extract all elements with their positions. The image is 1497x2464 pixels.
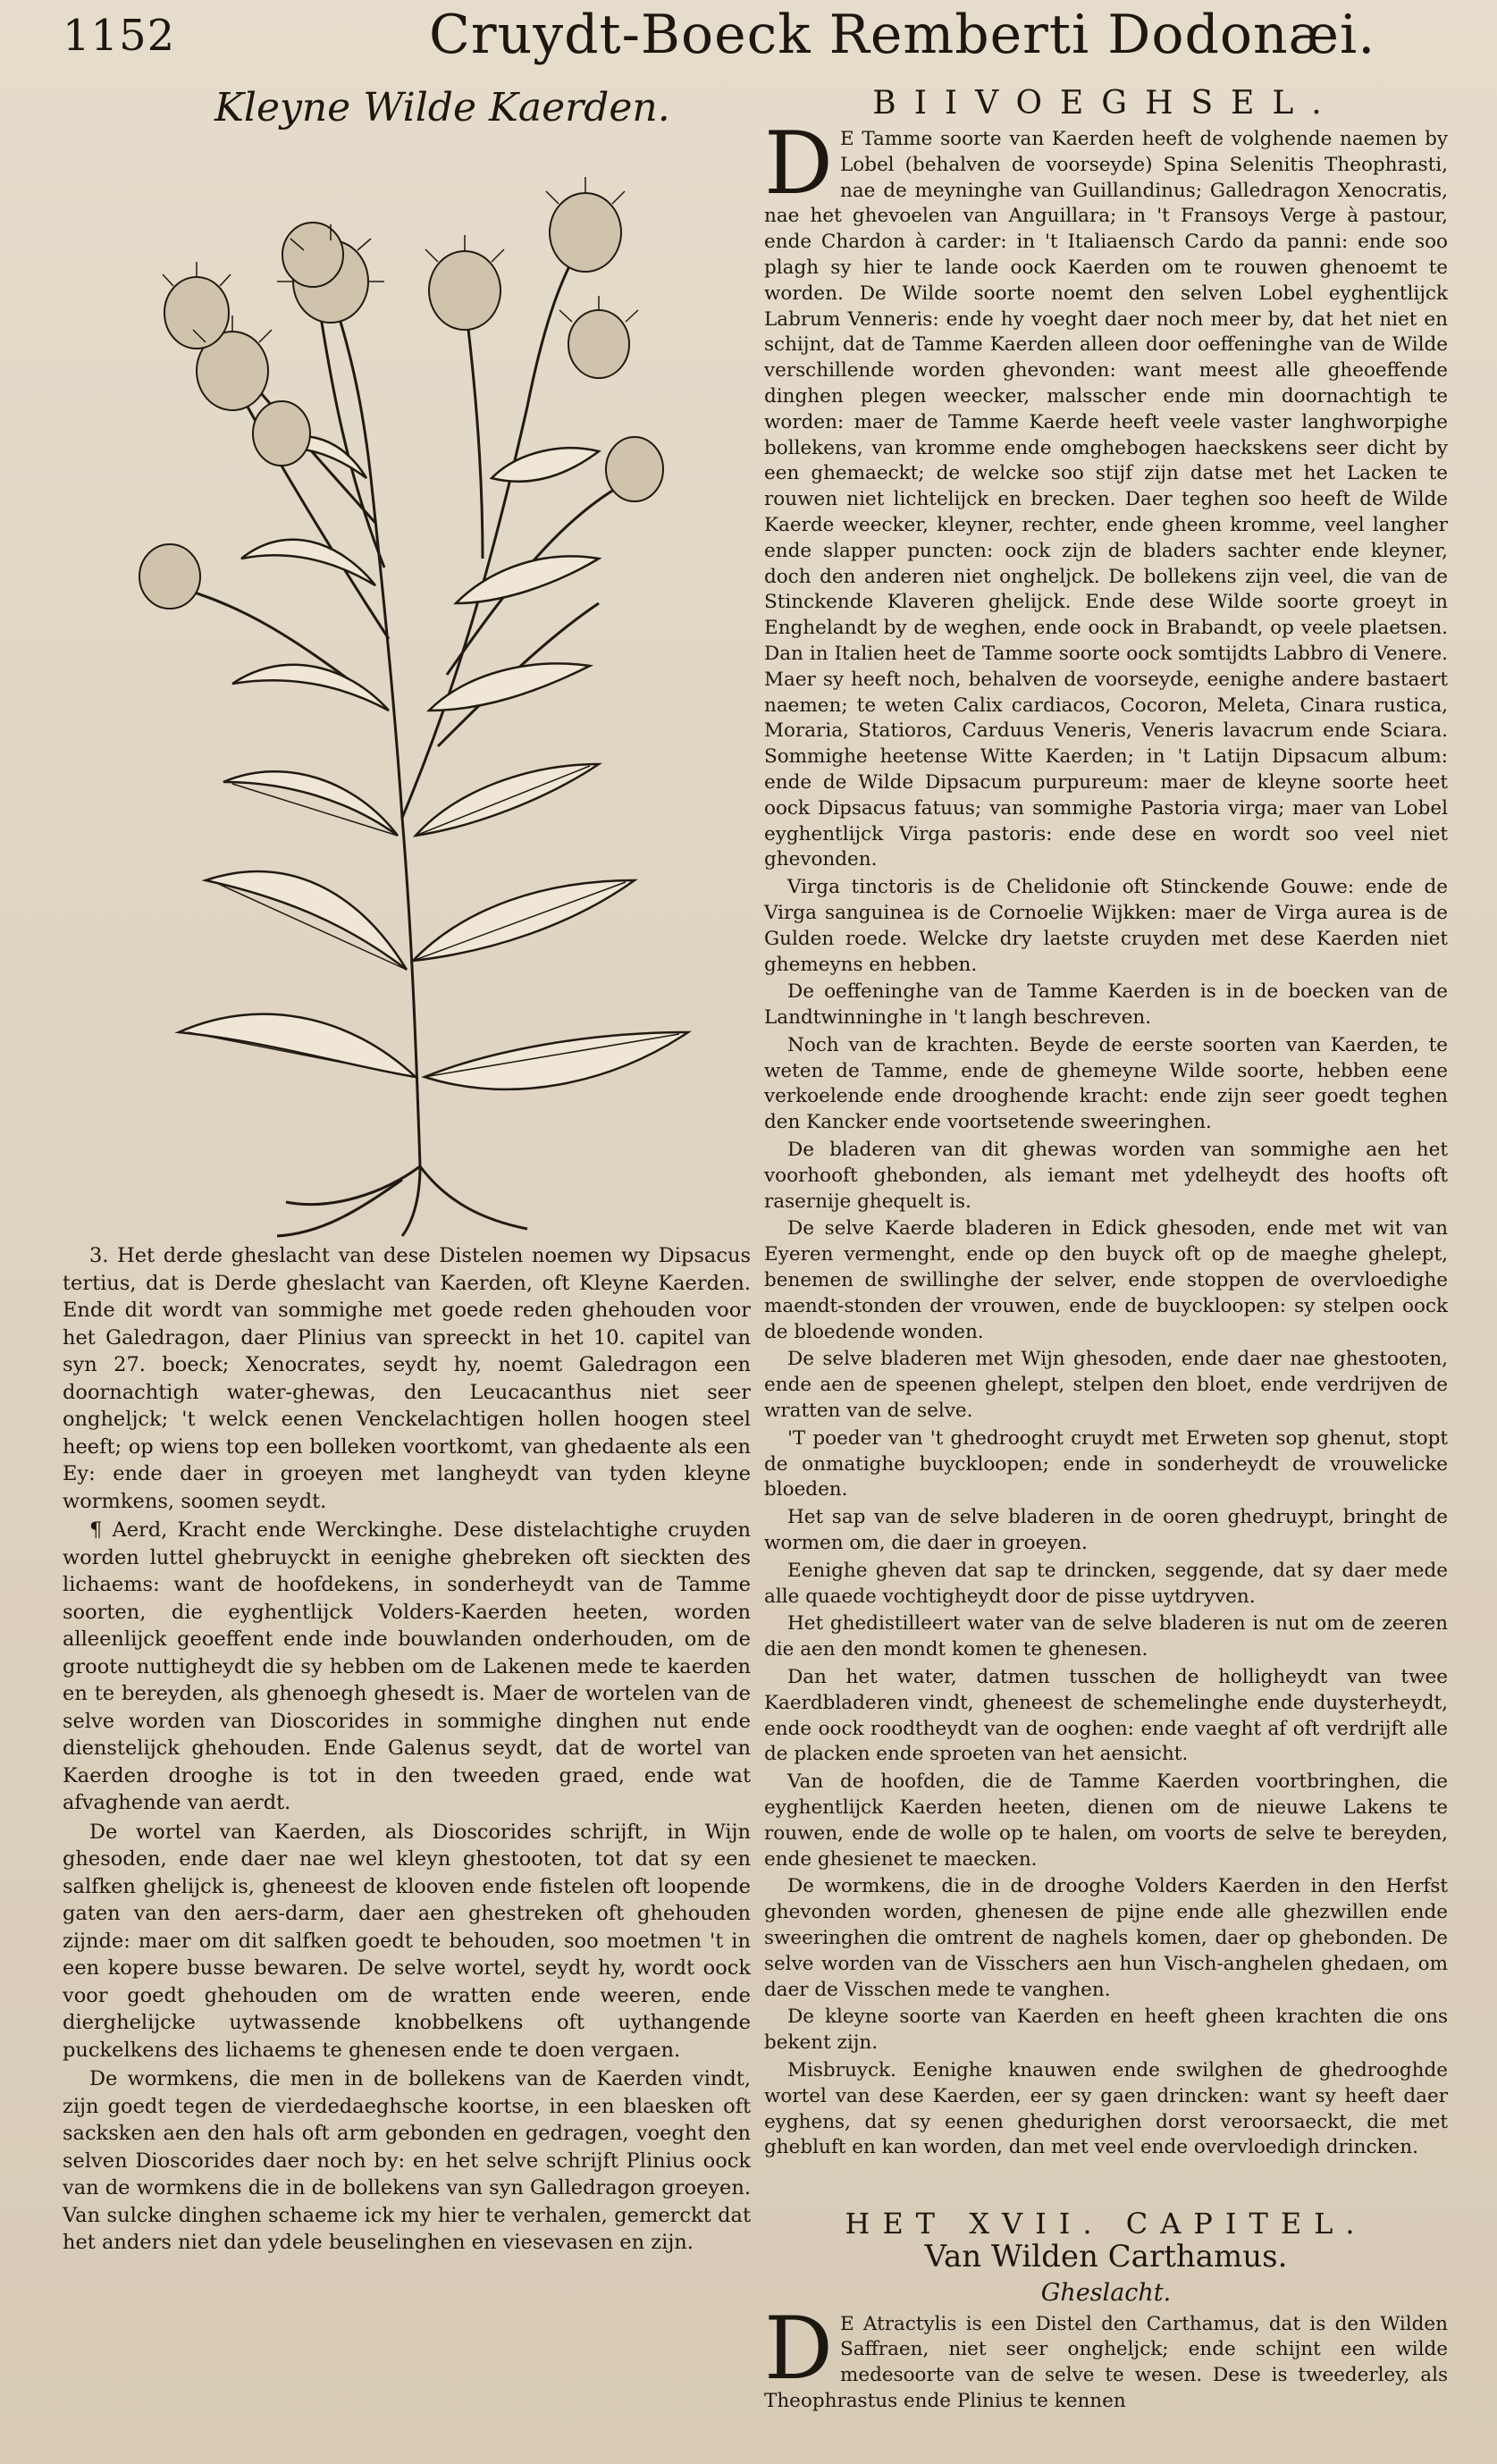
- paragraph: Misbruyck. Eenighe knauwen ende swilghen de ghedrooghde wortel van dese Kaerden, eer sy gaen drincken: want sy heeft daer eyghens, dat sy eenen ghedurighen dorst veroorsaeckt, die met ghebluft en kan worden, dan met veel ende overvloedigh drincken.: [764, 2058, 1448, 2159]
- paragraph: D E Tamme soorte van Kaerden heeft de volghende naemen by Lobel (behalven de voorseyde) Spina Selenitis Theophrasti, nae de meyninghe van Guillandinus; Galledragon Xenocratis, nae het ghevoelen van Anguillara; in 't Fransoys Verge à pastour, ende Chardon à carder: in 't Italiaensch Cardo da panni: ende soo plagh sy hier te lande oock Kaerden om te rouwen ghenoemt te worden. De Wilde soorte noemt den selven Lobel eyghentlijck Labrum Venneris: ende hy voeght daer noch meer by, dat het niet en schijnt, dat de Tamme Kaerden alleen door oeffeninghe van de Wilde verschillende worden ghevonden: want meest alle gheoeffende dinghen plegen weecker, malsscher ende min doornachtigh te worden: maer de Tamme Kaerde heeft veele vaster langhworpighe bollekens, van kromme ende omghebogen haeckskens seer dicht by een ghemaeckt; de welcke soo stijf zijn datse met het Lacken te rouwen niet lichtelijck en brecken. Daer teghen soo heeft de Wilde Kaerde weecker, kleyner, rechter, ende gheen kromme, veel langher ende slapper puncten: oock zijn de bladers sachter ende kleyner, doch den anderen niet ongheljck. De bollekens zijn veel, die van de Stinckende Klaveren ghelijck. Ende dese Wilde soorte groeyt in Enghelandt by de weghen, ende oock in Brabandt, op veele plaetsen. Dan in Italien heet de Tamme soorte oock somtijdts Labbro di Venere. Maer sy heeft noch, behalven de voorseyde, eenighe andere bastaert naemen; te weten Calix cardiacos, Cocoron, Meleta, Cinara rustica, Moraria, Statioros, Carduus Veneris, Veneris lavacrum ende Sciara. Sommighe heetense Witte Kaerden; in 't Latijn Dipsacum album: ende de Wilde Dipsacum purpureum: maer de kleyne soorte heet oock Dipsacus fatuus; van sommighe Pastoria virga; maer van Lobel eyghentlijck Virga pastoris: ende dese en wordt soo veel niet ghevonden.: [764, 114, 1448, 871]
- paragraph: De bladeren van dit ghewas worden van sommighe aen het voorhooft ghebonden, als iemant met ydelheydt des hoofts oft rasernije ghequelt is.: [764, 1139, 1448, 1213]
- paragraph: Eenighe gheven dat sap te drincken, seggende, dat sy daer mede alle quaede vochtigheydt door de pisse uytdryven.: [764, 1559, 1448, 1608]
- figure-caption: Kleyne Wilde Kaerden.: [214, 85, 670, 130]
- section-title: BIIVOEGHSEL.: [872, 85, 1340, 122]
- subheading: Gheslacht.: [1040, 2278, 1172, 2307]
- paragraph: De wortel van Kaerden, als Dioscorides schrijft, in Wijn ghesoden, ende daer nae wel kleyn ghestooten, tot dat sy een salfken ghelijck is, gheneest de klooven ende fistelen oft loopende gaten van den aers-darm, daer aen ghestreken oft ghehouden zijnde: maer om dit salfken goedt te behouden, soo moetmen 't in een kopere busse bewaren. De selve wortel, seydt hy, wordt oock voor goedt ghehouden om de wratten ende weeren, ende dierghelijcke uytwassende knobbelkens oft uythangende puckelkens des lichaems te ghenesen ende te doen vergaen.: [63, 1820, 751, 2062]
- paragraph: Dan het water, datmen tusschen de holligheydt van twee Kaerdbladeren vindt, gheneest de schemelinghe ende duysterheydt, ende oock roodtheydt van de ooghen: ende vaeght af oft verdrijft alle de placken ende sproeten van het aensicht.: [764, 1666, 1448, 1766]
- paragraph: 'T poeder van 't ghedrooght cruydt met Erweten sop ghenut, stopt de onmatighe buyckloopen; ende in sonderheydt de vrouwelicke bloeden.: [764, 1426, 1448, 1501]
- running-head: Cruydt-Boeck Remberti Dodonæi.: [429, 4, 1376, 66]
- paragraph: De selve bladeren met Wijn ghesoden, ende daer nae ghestooten, ende aen de speenen ghelept, stelpen den bloet, ende verdrijven de wratten van de selve.: [764, 1348, 1448, 1423]
- paragraph: De wormkens, die men in de bollekens van de Kaerden vindt, zijn goedt tegen de vierdedaeghsche koortse, in een blaesken oft sacksken aen den hals oft arm gebonden en gedragen, voeght den selven Dioscorides daer noch by: en het selve schrijft Plinius oock van de wormkens die in de bollekens van syn Galledragon groeyen. Van sulcke dinghen schaeme ick my hier te verhalen, gemerckt dat het anders niet dan ydele beuselinghen en viesevasen en zijn.: [63, 2067, 751, 2254]
- drop-cap: D: [764, 114, 833, 214]
- left-column: [63, 85, 751, 2435]
- chapter-heading: HET XVII. CAPITEL.: [845, 2207, 1367, 2241]
- chapter-title: Van Wilden Carthamus.: [924, 2238, 1288, 2275]
- paragraph: Het ghedistilleert water van de selve bladeren is nut om de zeeren die aen den mondt komen te ghenesen.: [764, 1612, 1448, 1661]
- paragraph: ¶ Aerd, Kracht ende Werckinghe. Dese distelachtighe cruyden worden luttel ghebruyckt in eenighe ghebreken oft sieckten des lichaems: want de hoofdekens, in sonderheydt van de Tamme soorten, die eyghentlijck Volders-Kaerden heeten, worden alleenlijck geoeffent ende inde bouwlanden onderhouden, om de groote nuttigheydt die sy hebben om de Lakenen mede te kaerden en te bereyden, als ghenoegh ghesedt is. Maer de wortelen van de selve worden van Dioscorides in sommighe dinghen nut ende dienstelijck ghehouden. Ende Galenus seydt, dat de wortel van Kaerden drooghe is tot in den tweeden graed, ende wat afvaghende van aerdt.: [63, 1518, 751, 1814]
- right-body-text: [764, 114, 1448, 2415]
- right-column: [764, 85, 1448, 2435]
- paragraph: De kleyne soorte van Kaerden en heeft gheen krachten die ons bekent zijn.: [764, 2006, 1448, 2055]
- paragraph: De selve Kaerde bladeren in Edick ghesoden, ende met wit van Eyeren vermenght, ende op den buyck oft op de maeghe ghelept, benemen de swillinghe der selver, ende stoppen de overvloedighe maendt-stonden der vrouwen, ende de buyckloopen: sy stelpen oock de bloedende wonden.: [764, 1217, 1448, 1343]
- left-body-text: [63, 1242, 751, 2258]
- chapter-paragraph: D E Atractylis is een Distel den Carthamus, dat is den Wilden Saffraen, niet seer ongheljck; ende schijnt een wilde medesoorte van de selve te wesen. Dese is tweederley, als Theophrastus ende Plinius te kennen: [764, 2298, 1448, 2412]
- paragraph: Van de hoofden, die de Tamme Kaerden voortbringhen, die eyghentlijck Kaerden heeten, dienen om de nieuwe Lakens te rouwen, ende de wolle op te halen, om voorts de selve te bereyden, ende ghesienet te maecken.: [764, 1770, 1448, 1871]
- paragraph: De wormkens, die in de drooghe Volders Kaerden in den Herfst ghevonden worden, ghenesen de pijne ende alle ghezwillen ende sweeringhen die omtrent de naghels komen, daer op ghebonden. De selve worden van de Visschers aen hun Visch-anghelen ghedaen, om daer de Visschen mede te vanghen.: [764, 1875, 1448, 2001]
- paragraph: Het sap van de selve bladeren in de ooren ghedruypt, bringht de wormen om, die daer in groeyen.: [764, 1506, 1448, 1555]
- paragraph: De oeffeninghe van de Tamme Kaerden is in de boecken van de Landtwinninghe in 't langh beschreven.: [764, 980, 1448, 1030]
- plant-woodcut-illustration: [63, 139, 751, 1238]
- drop-cap: D: [764, 2298, 833, 2399]
- paragraph: Noch van de krachten. Beyde de eerste soorten van Kaerden, te weten de Tamme, ende de ghemeyne Wilde soorte, hebben eene verkoelende ende drooghende kracht: ende zijn seer goedt teghen den Kancker ende voortsetende sweeringhen.: [764, 1033, 1448, 1134]
- paragraph: Virga tinctoris is de Chelidonie oft Stinckende Gouwe: ende de Virga sanguinea is de Cornoelie Wijkken: maer de Virga aurea is de Gulden roede. Welcke dry laetste cruyden met dese Kaerden niet ghemeyns en hebben.: [764, 876, 1448, 976]
- paragraph: 3. Het derde gheslacht van dese Distelen noemen wy Dipsacus tertius, dat is Derde gheslacht van Kaerden, oft Kleyne Kaerden. Ende dit wordt van sommighe met goede reden ghehouden voor het Galedragon, daer Plinius van spreeckt in het 10. capitel van syn 27. boeck; Xenocrates, seydt hy, noemt Galedragon een doornachtigh water-ghewas, den Leucacanthus niet seer ongheljck; 't welck eenen Venckelachtigen hollen hoogen steel heeft; op wiens top een bolleken voortkomt, van ghedaente als een Ey: ende daer in groeyen met langheydt van tyden kleyne wormkens, soomen seydt.: [63, 1244, 751, 1513]
- page-number: 1152: [63, 11, 176, 61]
